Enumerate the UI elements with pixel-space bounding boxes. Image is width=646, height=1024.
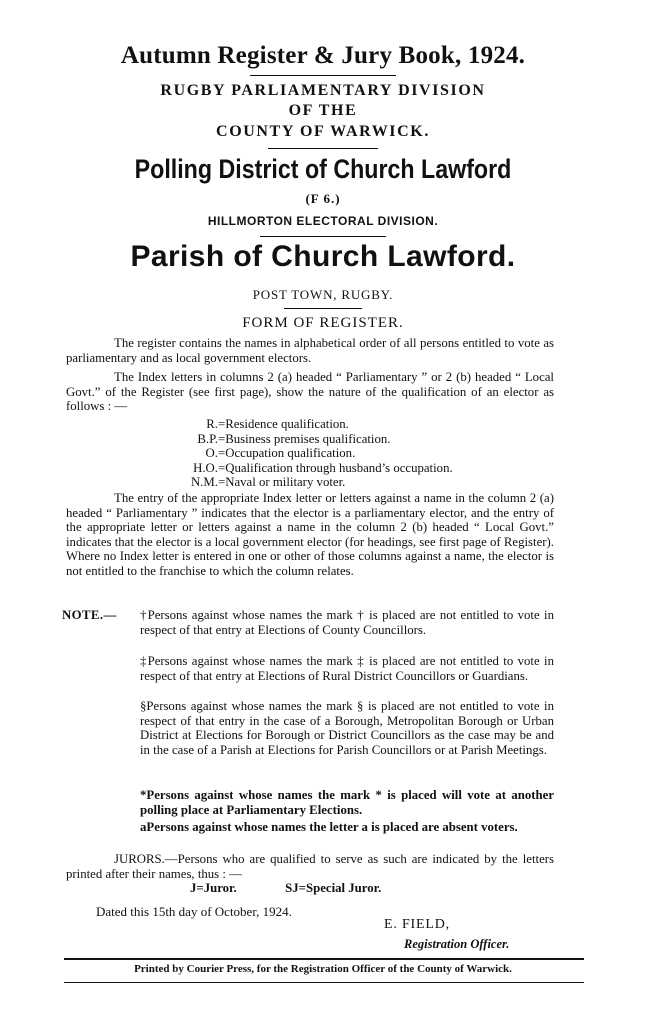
title-divider (250, 75, 396, 76)
printer-credit: Printed by Courier Press, for the Registration Officer of the County of Warwick. (134, 963, 512, 975)
code-key: B.P. (197, 431, 218, 446)
division-line-3: COUNTY OF WARWICK. (216, 123, 430, 140)
code-text: =Residence qualification. (218, 417, 349, 431)
document-title: Autumn Register & Jury Book, 1924. (120, 42, 526, 69)
note-borough: §Persons against whose names the mark § is placed are not entitled to vote in respect of that entry in the case of a Borough, Metropolitan Borough or Urban District at Elections for Borough or District Councillors as the case may be and in the case of a Parish at Elections for Parish Councillors or at Parish Meetings. (140, 699, 554, 757)
electoral-divider (260, 236, 386, 237)
division-line-2: OF THE (288, 102, 358, 119)
juror-legend (190, 881, 381, 896)
code-row (140, 475, 453, 490)
note-other-polling-place: *Persons against whose names the mark * is placed will vote at another polling place at Parliamentary Elections. (140, 788, 554, 817)
qualification-codes (140, 417, 453, 490)
dated-line: Dated this 15th day of October, 1924. (96, 904, 292, 919)
code-key: O. (205, 446, 218, 461)
electoral-division: HILLMORTON ELECTORAL DIVISION. (207, 214, 439, 228)
district-code: (F 6.) (305, 191, 341, 206)
footer-top-rule (64, 958, 584, 960)
parish-heading: Parish of Church Lawford. (130, 240, 516, 273)
polling-district-heading: Polling District of Church Lawford (134, 154, 512, 184)
code-key: H.O. (193, 460, 218, 475)
form-paragraph-3: The entry of the appropriate Index letter or letters against a name in the column 2 (a) headed “ Parliamentary ” indicates that the elector is a parliamentary elector, and the entry of the appropriate letter or letters against a name in the column 2 (b) headed “ Local Govt.” indicates that the elector is a local government elector (for headings, see first page of Register). Where no Index letter is entered in one or other of those columns against a name, the elector is not entitled to the franchise to which the column relates. (66, 491, 554, 578)
division-line-1: RUGBY PARLIAMENTARY DIVISION (160, 82, 486, 99)
post-town: POST TOWN, RUGBY. (252, 287, 394, 302)
jurors-paragraph: JURORS.—Persons who are qualified to serve as such are indicated by the letters printed after their names, thus : — (66, 852, 554, 881)
note-label: NOTE.— (62, 608, 117, 622)
code-text: =Occupation qualification. (218, 446, 356, 461)
division-divider (268, 148, 378, 149)
code-text: =Naval or military voter. (218, 475, 346, 490)
note-absent-voters: aPersons against whose names the letter a is placed are absent voters. (140, 820, 518, 834)
code-row (140, 446, 453, 461)
code-row (140, 417, 453, 432)
code-text: =Business premises qualification. (218, 431, 391, 446)
code-key: N.M. (190, 475, 218, 490)
form-paragraph-2: The Index letters in columns 2 (a) headed “ Parliamentary ” or 2 (b) headed “ Local Govt.” of the Register (see first page), show the nature of the qualification of an elector as follows : — (66, 370, 554, 414)
form-heading: FORM OF REGISTER. (242, 315, 404, 331)
juror-mark: J=Juror. (190, 881, 237, 895)
code-key: R. (206, 417, 218, 431)
note-county-councillors: †Persons against whose names the mark † is placed are not entitled to vote in respect of that entry at Elections of County Councillors. (140, 608, 554, 637)
note-rural-district: ‡Persons against whose names the mark ‡ is placed are not entitled to vote in respect of that entry at Elections of Rural District Councillors or Guardians. (140, 654, 554, 683)
post-town-divider (284, 308, 362, 309)
code-row (140, 432, 453, 447)
officer-title: Registration Officer. (404, 937, 510, 951)
special-juror-mark: SJ=Special Juror. (285, 881, 382, 895)
code-text: =Qualification through husband’s occupation. (218, 460, 453, 475)
officer-name: E. FIELD, (384, 917, 450, 932)
code-row (140, 461, 453, 476)
footer-bottom-rule (64, 982, 584, 983)
form-paragraph-1: The register contains the names in alphabetical order of all persons entitled to vote as parliamentary and as local government electors. (66, 336, 554, 365)
